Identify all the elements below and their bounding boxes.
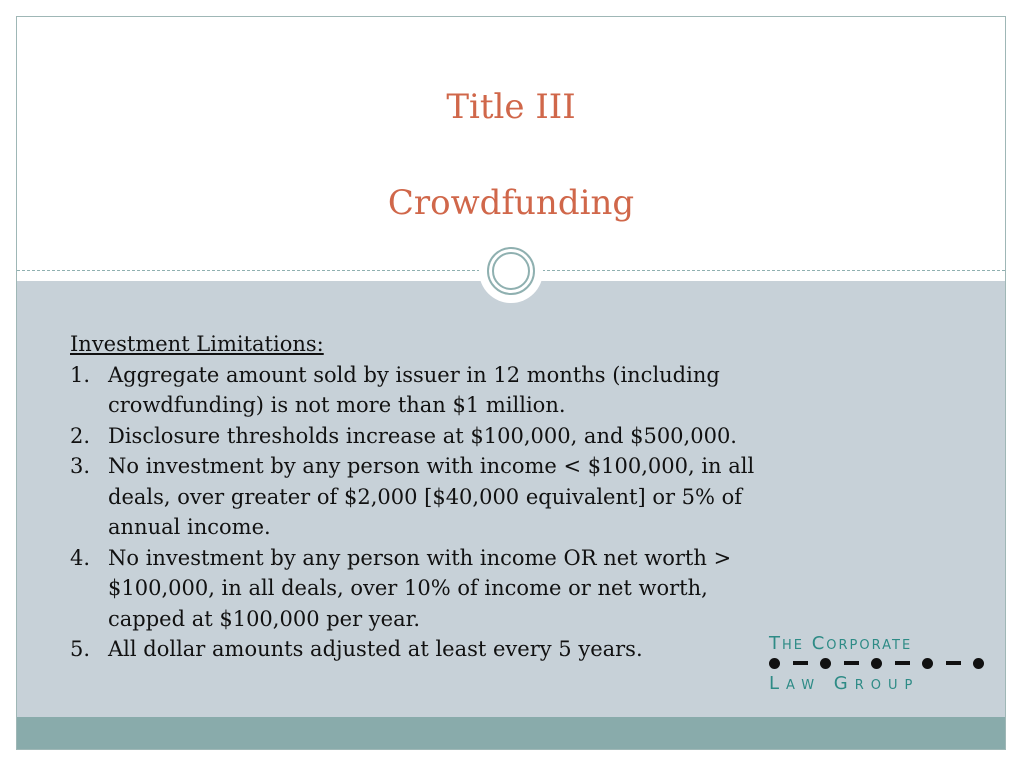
logo-dot [871,658,882,669]
slide-subtitle: Crowdfunding [387,183,635,223]
section-heading: Investment Limitations: [70,332,324,356]
list-item [70,451,790,543]
logo-dash [793,661,808,665]
logo-dot [973,658,984,669]
list-item-number: 5. [70,637,91,661]
list-item-text: All dollar amounts adjusted at least every 5 years. [108,637,643,661]
logo-dot [769,658,780,669]
list-item-number: 4. [70,545,91,570]
logo-dot [820,658,831,669]
list-item-number: 3. [70,454,91,478]
list-item [70,360,790,421]
logo-text-line1: The Corporate [769,633,913,654]
list-item-text: Aggregate amount sold by issuer in 12 months (including crowdfunding) is not more than $1 million. [108,362,720,417]
list-item-text: No investment by any person with income OR net worth > $100,000, in all deals, over 10% of income or net worth, capped at $100,000 per year. [108,545,732,631]
company-logo [769,633,984,695]
divider-ring-inner [492,252,530,290]
logo-dots-icon [769,656,984,670]
slide-title: Title III [446,87,576,127]
logo-dash [895,661,910,665]
list-item-number: 2. [70,423,91,448]
limitations-list [70,360,790,665]
title-area [17,17,1005,272]
list-item-text: Disclosure thresholds increase at $100,000, and $500,000. [108,423,737,448]
list-item-text: No investment by any person with income < $100,000, in all deals, over greater of $2,000 [$40,000 equivalent] or 5% of annual income. [108,454,755,539]
list-item [70,421,790,452]
list-item [70,543,790,635]
logo-text-line2: Law Group [769,673,920,694]
footer-bar [17,717,1005,750]
list-item-number: 1. [70,362,91,387]
slide-body [70,329,790,665]
logo-dash [844,661,859,665]
list-item [70,634,790,665]
logo-dot [922,658,933,669]
slide [16,16,1006,750]
logo-dash [946,661,961,665]
